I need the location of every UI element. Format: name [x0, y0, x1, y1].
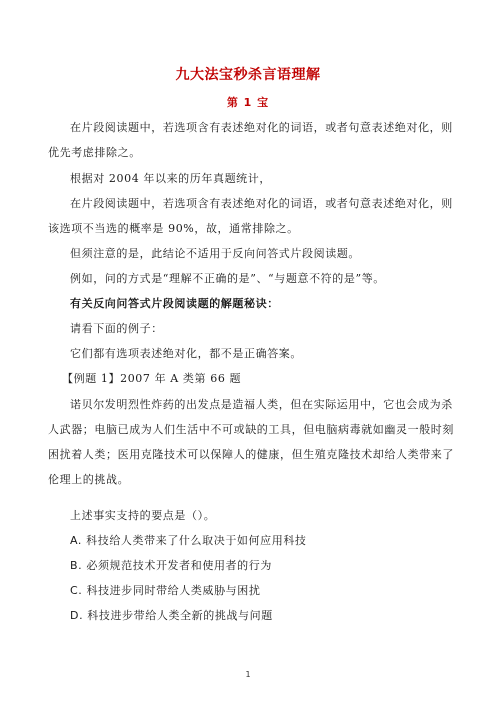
paragraph-line: 伦理上的挑战。	[48, 473, 130, 486]
paragraph-line: 例如，问的方式是“理解不正确的是”、“与题意不符的是”等。	[70, 272, 385, 285]
option-d: D. 科技进步带给人类全新的挑战与问题	[70, 609, 273, 622]
paragraph-line: 在片段阅读题中，若选项含有表述绝对化的词语，或者句意表述绝对化，则	[70, 121, 453, 134]
paragraph-line: 困扰着人类；医用克隆技术可以保障人的健康，但生殖克隆技术却给人类带来了	[48, 448, 454, 461]
paragraph-line: 根据对 2004 年以来的历年真题统计，	[70, 172, 271, 185]
bold-heading: 有关反向问答式片段阅读题的解题秘诀：	[70, 297, 279, 310]
paragraph-line: 人武器；电脑已成为人们生活中不可或缺的工具，但电脑病毒就如幽灵一般时刻	[48, 423, 454, 436]
paragraph-line: 它们都有选项表述绝对化，都不是正确答案。	[70, 347, 302, 360]
paragraph-line: 诺贝尔发明烈性炸药的出发点是造福人类，但在实际运用中，它也会成为杀	[70, 398, 453, 411]
paragraph-line: 优先考虑排除之。	[48, 146, 141, 159]
section-heading: 第 1 宝	[226, 96, 270, 109]
option-b: B. 必须规范技术开发者和使用者的行为	[70, 559, 272, 572]
paragraph-line: 请看下面的例子：	[70, 322, 163, 335]
paragraph-line: 在片段阅读题中，若选项含有表述绝对化的词语，或者句意表述绝对化，则	[70, 197, 453, 210]
option-a: A. 科技给人类带来了什么取决于如何应用科技	[70, 534, 307, 547]
option-c: C. 科技进步同时带给人类威胁与困扰	[70, 584, 261, 597]
example-heading: 【例题 1】2007 年 A 类第 66 题	[62, 372, 242, 385]
paragraph-line: 该选项不当选的概率是 90%，故，通常排除之。	[48, 222, 299, 235]
document-title: 九大法宝秒杀言语理解	[175, 67, 321, 83]
question-prompt: 上述事实支持的要点是（）。	[70, 509, 216, 522]
paragraph-line: 但须注意的是，此结论不适用于反向问答式片段阅读题。	[70, 247, 360, 260]
page-number: 1	[245, 670, 251, 679]
